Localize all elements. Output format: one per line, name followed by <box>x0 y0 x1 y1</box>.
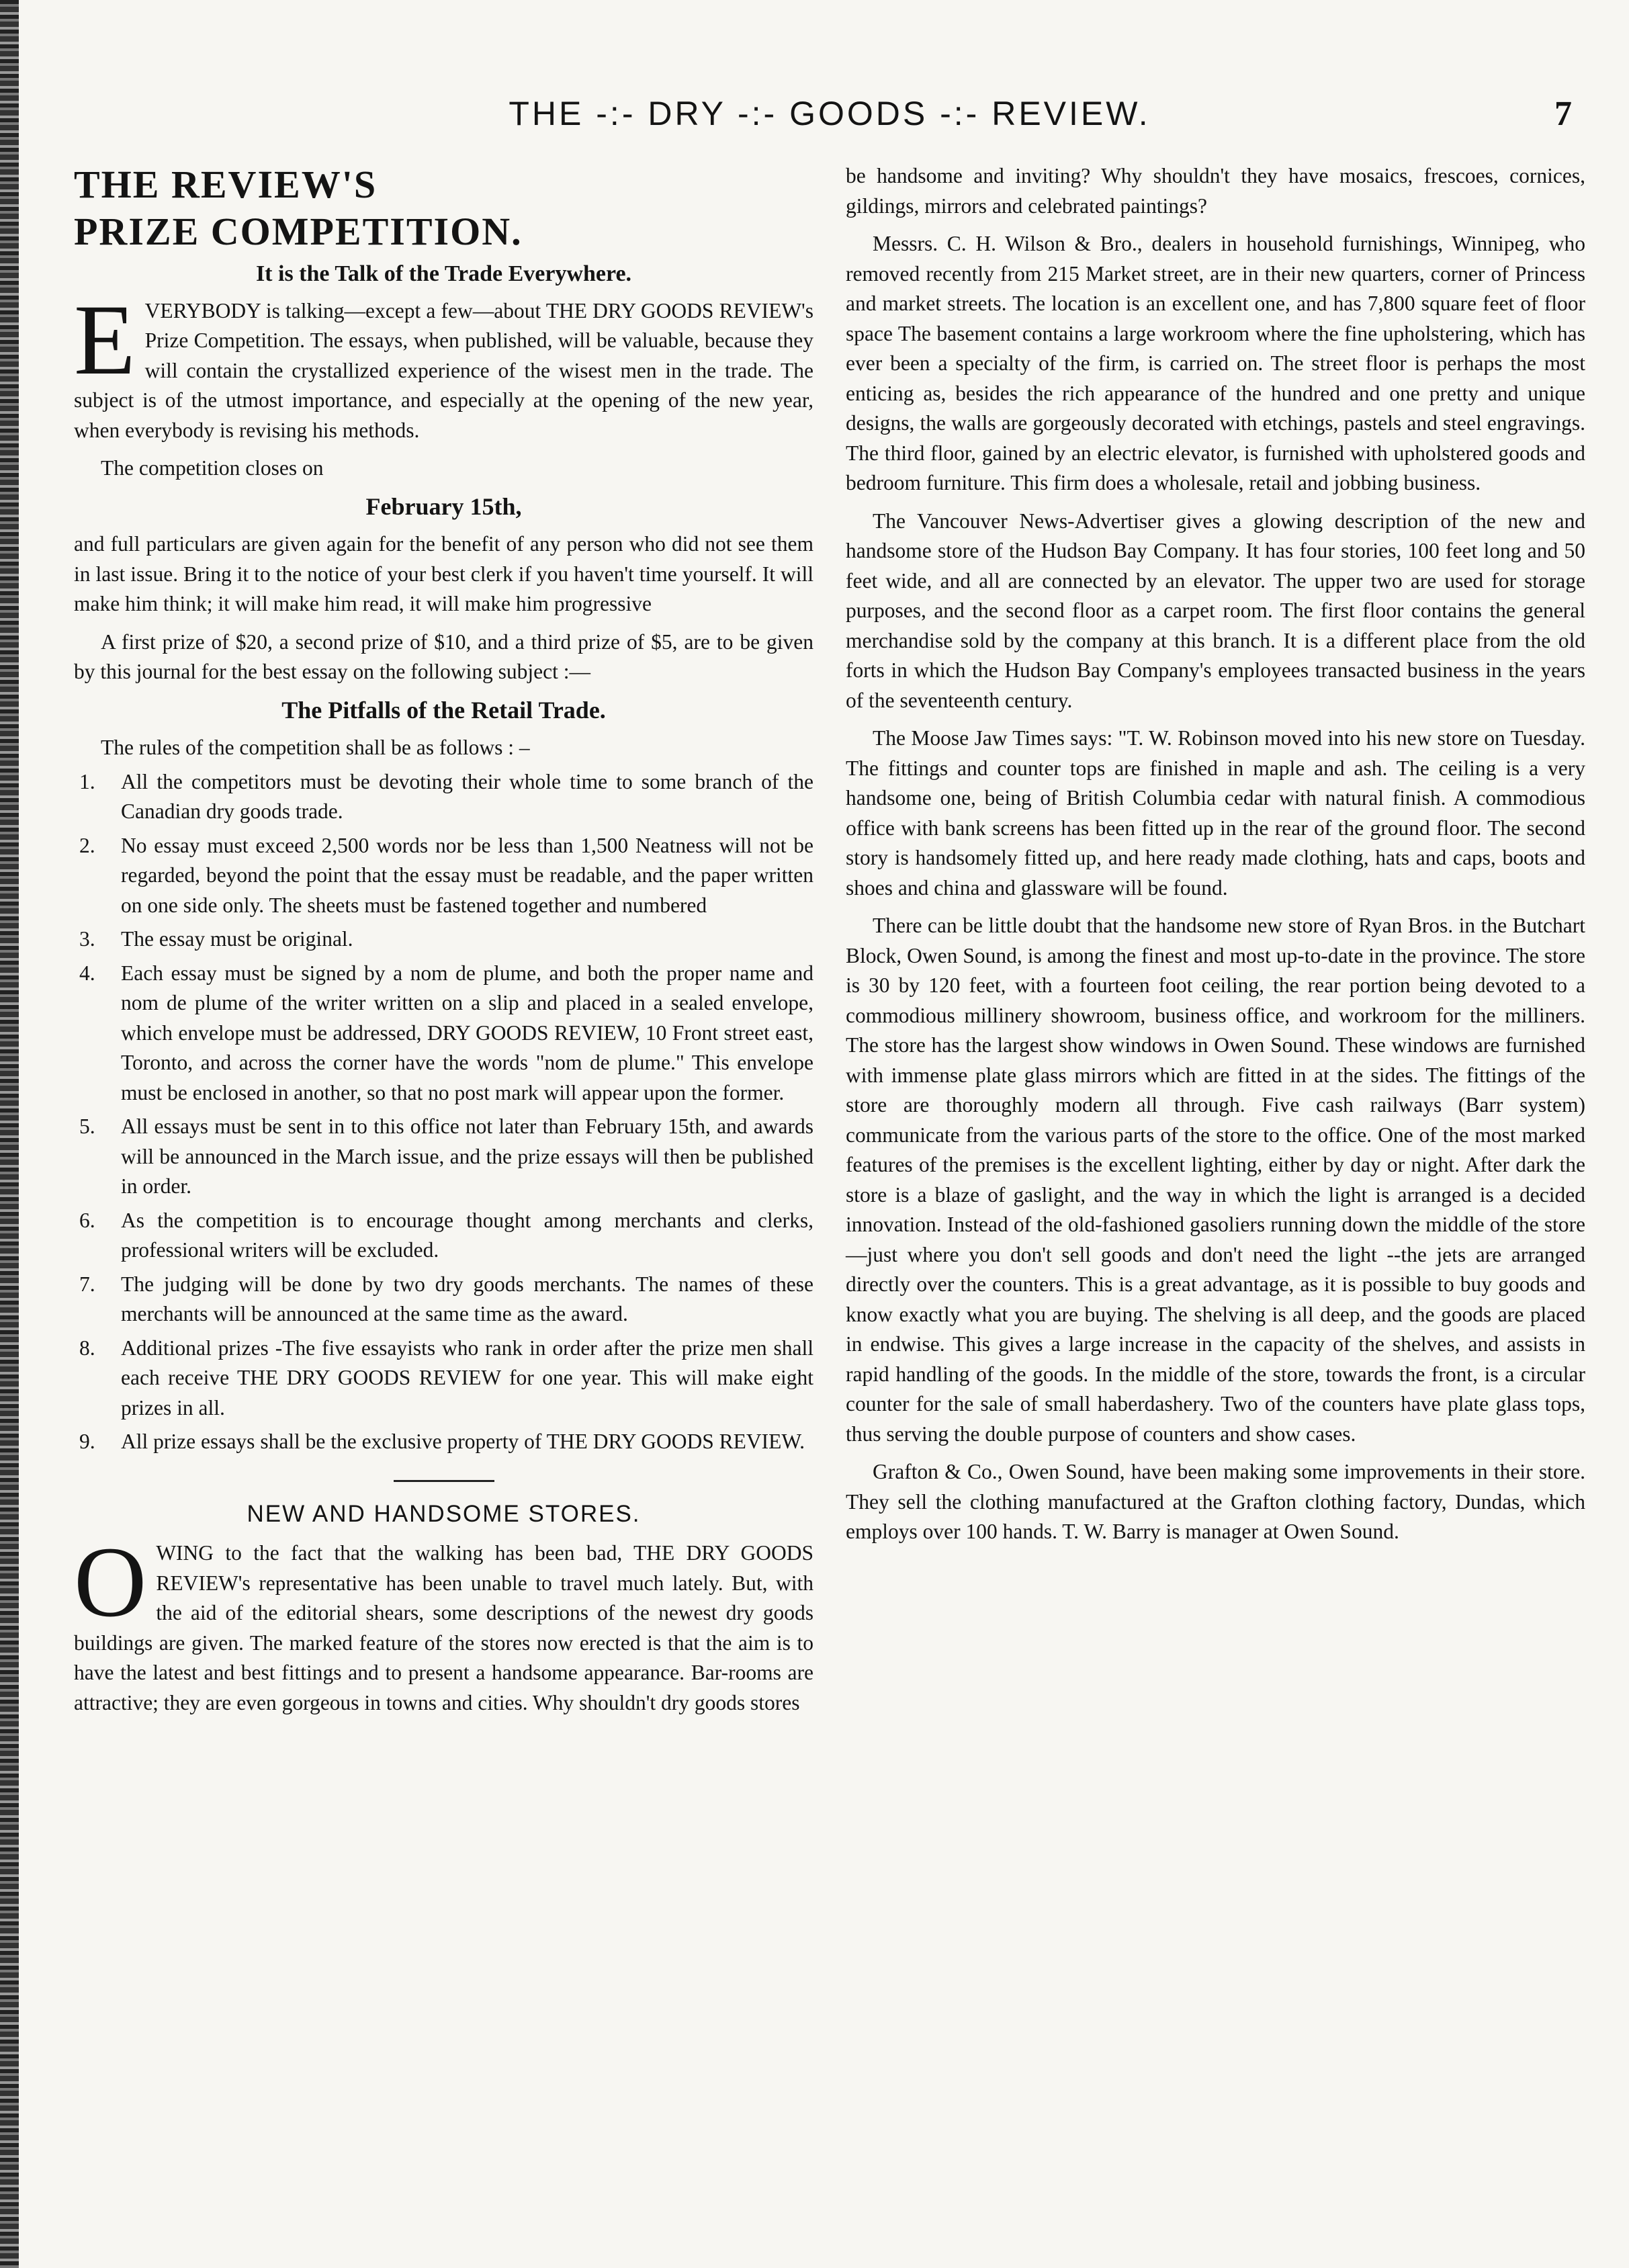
rule-number: 4. <box>79 961 95 985</box>
ryan-bros-paragraph: There can be little doubt that the handsome new store of Ryan Bros. in the Butchart Block, Owen Sound, is among the finest and most up-to-date in the province. The store is 30 by 120 feet, with a fourteen foot ceiling, the rear portion being devoted to a commodious millinery showroom, business office, and workroom for the milliners. The store has the largest show windows in Owen Sound. These windows are furnished with immense plate glass mirrors which are fitted in at the sides. The fittings of the store are thoroughly modern all through. Five cash railways (Barr system) communicate from the various parts of the store to the office. One of the most marked features of the premises is the excellent lighting, either by day or night. After dark the store is a blaze of gaslight, and the way in which the light is arranged is a decided innovation. Instead of the old-fashioned gasoliers running down the middle of the store—just where you don't sell goods and don't need the light --the jets are arranged directly over the counters. This is a great advantage, as it is possible to buy goods and know exactly what you are buying. The shelving is all deep, and the goods are placed in endwise. This gives a large increase in the capacity of the shelves, and assists in rapid handling of the goods. In the middle of the store, towards the front, is a circular counter for the sale of small haberdashery. Two of the counters have plate glass tops, thus serving the double purpose of counters and show cases. <box>846 914 1585 1446</box>
wilson-paragraph: Messrs. C. H. Wilson & Bro., dealers in household furnishings, Winnipeg, who removed recently from 215 Market street, are in their new quarters, corner of Princess and market streets. The location is an excellent one, and has 7,800 square feet of floor space The basement contains a large workroom where the fine upholstering, which has ever been a specialty of the firm, is carried on. The street floor is perhaps the most enticing as, besides the rich appearance of the hundred and one pretty and unique designs, the walls are gorgeously decorated with etchings, pastels and steel engravings. The third floor, gained by an electric elevator, is furnished with upholstered goods and bedroom furniture. This firm does a wholesale, retail and jobbing business. <box>846 232 1585 494</box>
rule-number: 5. <box>79 1115 95 1138</box>
particulars-paragraph: and full particulars are given again for the benefit of any person who did not see them in last issue. Bring it to the notice of your best clerk if you haven't time yourself. It will make him think; it will make him read, it will make him progressive <box>74 532 813 615</box>
intro-paragraph <box>74 284 813 446</box>
right-column <box>846 161 1585 1718</box>
rule-number: 8. <box>79 1336 95 1360</box>
rule-item <box>74 1270 813 1329</box>
rule-text: As the competition is to encourage thought among merchants and clerks, professional writers will be excluded. <box>121 1208 813 1262</box>
rule-text: Additional prizes -The five essayists who rank in order after the prize men shall each receive THE DRY GOODS REVIEW for one year. This will make eight prizes in all. <box>121 1336 813 1420</box>
journal-title: THE -:- DRY -:- GOODS -:- REVIEW. <box>509 95 1151 132</box>
essay-subject: The Pitfalls of the Retail Trade. <box>281 696 606 724</box>
left-column <box>74 161 813 1718</box>
article-columns <box>74 161 1585 1718</box>
stores-intro-paragraph <box>74 1526 813 1718</box>
section-divider <box>394 1480 494 1482</box>
scan-edge <box>0 0 19 2268</box>
intro-paragraph-text: VERYBODY is talking—except a few—about THE DRY GOODS REVIEW's Prize Competition. The essays, when published, will be valuable, because they will contain the crystallized experience of the wisest men in the trade. The subject is of the utmost importance, and especially at the opening of the new year, when everybody is revising his methods. <box>74 298 813 442</box>
rule-item <box>74 1334 813 1424</box>
rule-text: Each essay must be signed by a nom de plume, and both the proper name and nom de plume of the writer written on a slip and placed in a sealed envelope, which envelope must be addressed, DRY GOODS REVIEW, 10 Front street east, Toronto, and across the corner have the words "nom de plume." This envelope must be enclosed in another, so that no post mark will appear upon the former. <box>121 961 813 1104</box>
moose-jaw-paragraph: The Moose Jaw Times says: "T. W. Robinson moved into his new store on Tuesday. The fittings and counter tops are finished in maple and ash. The ceiling is a very handsome one, being of British Columbia cedar with natural finish. A commodious office with bank screens has been fitted up in the rear of the ground floor. The second story is handsomely fitted up, and here ready made clothing, hats and caps, boots and shoes and china and glassware will be found. <box>846 726 1585 900</box>
rules-list <box>74 767 813 1457</box>
rule-number: 1. <box>79 769 95 793</box>
rule-item <box>74 1206 813 1266</box>
rule-number: 7. <box>79 1272 95 1296</box>
page-number: 7 <box>1554 95 1572 133</box>
rule-item <box>74 959 813 1108</box>
rule-text: No essay must exceed 2,500 words nor be less than 1,500 Neatness will not be regarded, beyond the point that the essay must be readable, and the paper written on one side only. The sheets must be fastened together and numbered <box>121 833 813 917</box>
page <box>74 94 1585 1718</box>
drop-cap: E <box>74 284 136 396</box>
stores-continuation: be handsome and inviting? Why shouldn't they have mosaics, frescoes, cornices, gildings, mirrors and celebrated paintings? <box>846 164 1585 218</box>
prizes-paragraph: A first prize of $20, a second prize of $10, and a third prize of $5, are to be given by this journal for the best essay on the following subject :— <box>74 629 813 683</box>
article-title-line1: THE REVIEW'S <box>74 163 378 206</box>
article-subtitle: It is the Talk of the Trade Everywhere. <box>255 261 632 286</box>
rule-number: 9. <box>79 1430 95 1453</box>
closing-date: February 15th, <box>365 492 522 520</box>
rule-text: All prize essays shall be the exclusive property of THE DRY GOODS REVIEW. <box>121 1430 805 1453</box>
grafton-paragraph: Grafton & Co., Owen Sound, have been making some improvements in their store. They sell the clothing manufactured at the Grafton clothing factory, Dundas, which employs over 100 hands. T. W. Barry is manager at Owen Sound. <box>846 1460 1585 1543</box>
rule-text: The judging will be done by two dry goods merchants. The names of these merchants will be announced at the same time as the award. <box>121 1272 813 1325</box>
rule-item <box>74 1112 813 1202</box>
rule-text: All essays must be sent in to this office not later than February 15th, and awards will be announced in the March issue, and the prize essays will then be published in order. <box>121 1115 813 1198</box>
rule-item <box>74 767 813 827</box>
rule-number: 6. <box>79 1208 95 1232</box>
rule-text: All the competitors must be devoting their whole time to some branch of the Canadian dry goods trade. <box>121 769 813 823</box>
running-head <box>74 94 1585 148</box>
rule-text: The essay must be original. <box>121 927 353 951</box>
rule-number: 3. <box>79 927 95 951</box>
closing-note: The competition closes on <box>101 456 324 480</box>
rules-intro: The rules of the competition shall be as follows : – <box>101 736 530 759</box>
article-title-line2: PRIZE COMPETITION. <box>74 210 523 253</box>
hudson-bay-paragraph: The Vancouver News-Advertiser gives a glowing description of the new and handsome store of the Hudson Bay Company. It has four stories, 100 feet long and 50 feet wide, and all are connected by an elevator. The upper two are used for storage purposes, and the second floor as a carpet room. The first floor contains the general merchandise sold by the company at this branch. It is a different place from the old forts in which the Hudson Bay Company's employees transacted business in the years of the seventeenth century. <box>846 509 1585 712</box>
drop-cap: O <box>74 1526 147 1638</box>
rule-number: 2. <box>79 833 95 857</box>
stores-intro-text: WING to the fact that the walking has been bad, THE DRY GOODS REVIEW's representative has been unable to travel much lately. But, with the aid of the editorial shears, some descriptions of the newest dry goods buildings are given. The marked feature of the stores now erected is that the aim is to have the latest and best fittings and to present a handsome appearance. Bar-rooms are attractive; they are even gorgeous in towns and cities. Why shouldn't dry goods stores <box>74 1541 813 1714</box>
stores-heading: NEW AND HANDSOME STORES. <box>247 1500 641 1527</box>
rule-item <box>74 1427 813 1457</box>
rule-item <box>74 831 813 921</box>
rule-item <box>74 924 813 955</box>
